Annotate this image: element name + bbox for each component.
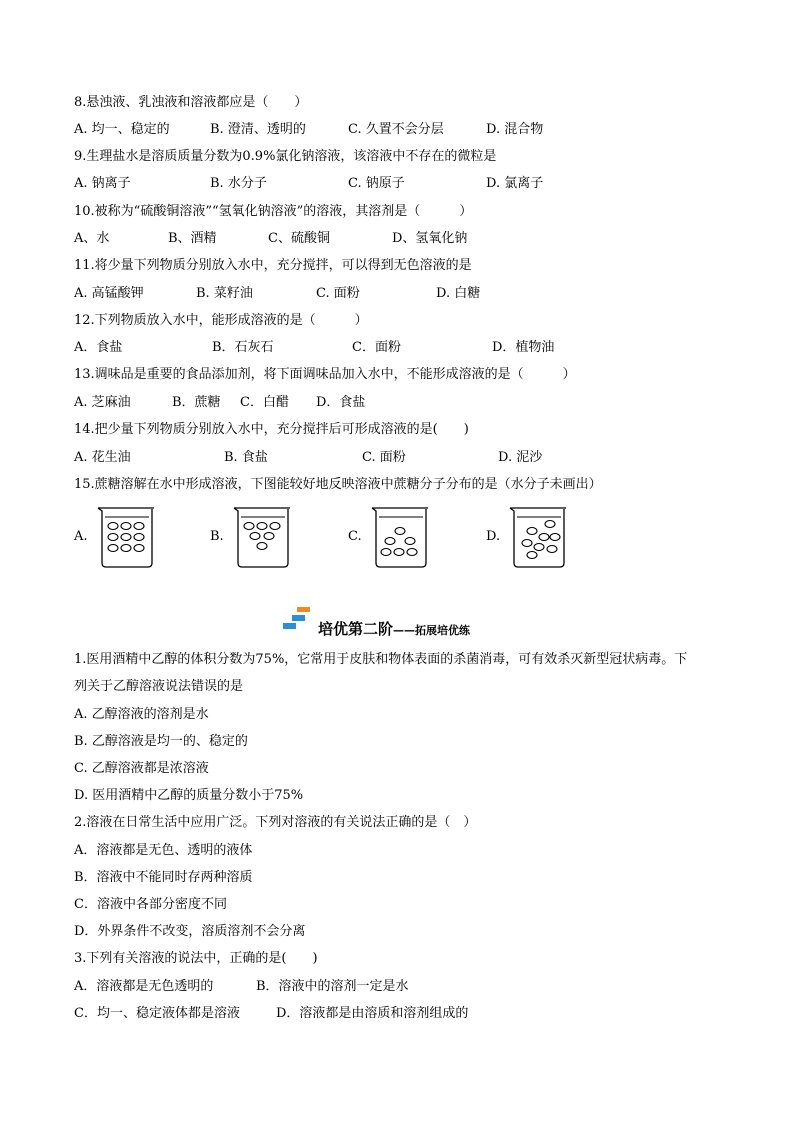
q13-option-b: B．蔗糖 [172, 395, 221, 410]
q14-option-b: B. 食盐 [224, 450, 268, 465]
q10-option-d: D、氢氧化钠 [392, 231, 468, 246]
q13-option-d: D．食盐 [316, 395, 366, 410]
p3-option-d: D．溶液都是由溶质和溶剂组成的 [276, 1006, 469, 1021]
p1-option-c: C. 乙醇溶液都是浓溶液 [74, 761, 209, 776]
q14-stem: 14.把少量下列物质分别放入水中，充分搅拌后可形成溶液的是( ) [74, 422, 469, 437]
q12-option-c: C．面粉 [352, 340, 401, 355]
q8-option-b: B. 澄清、透明的 [210, 122, 306, 137]
q11-option-d: D. 白糖 [436, 286, 481, 301]
q15-stem: 15.蔗糖溶解在水中形成溶液，下图能较好地反映溶液中蔗糖分子分布的是（水分子未画出） [74, 477, 602, 492]
p3-option-a: A．溶液都是无色透明的 [74, 979, 214, 994]
section-title-sub: ——拓展培优练 [393, 624, 471, 637]
q14-option-a: A. 花生油 [74, 450, 131, 465]
q9-option-b: B. 水分子 [210, 176, 267, 191]
q14-option-c: C. 面粉 [362, 450, 406, 465]
p2-option-a: A．溶液都是无色、透明的液体 [74, 843, 253, 858]
p2-option-c: C．溶液中各部分密度不同 [74, 897, 227, 912]
q15-option-b-label: B. [210, 529, 224, 544]
q15-option-d-label: D. [486, 529, 501, 544]
q12-option-d: D．植物油 [492, 340, 555, 355]
q14-option-d: D. 泥沙 [498, 450, 543, 465]
q9-option-a: A. 钠离子 [74, 176, 131, 191]
p1-stem-line2: 列关于乙醇溶液说法错误的是 [74, 679, 244, 694]
p2-option-b: B．溶液中不能同时存两种溶质 [74, 870, 253, 885]
q10-option-c: C、硫酸铜 [268, 231, 330, 246]
q11-option-b: B. 菜籽油 [196, 286, 253, 301]
q11-option-a: A. 高锰酸钾 [74, 286, 144, 301]
q8-stem: 8.悬浊液、乳浊液和溶液都应是（ ） [74, 95, 308, 110]
beaker-a-image [96, 505, 158, 569]
q15-option-c-label: C. [348, 529, 362, 544]
section-title-main: 培优第二阶 [318, 620, 394, 638]
p2-stem: 2.溶液在日常生活中应用广泛。下列对溶液的有关说法正确的是（ ） [74, 815, 477, 830]
p1-stem-line1: 1.医用酒精中乙醇的体积分数为75%，它常用于皮肤和物体表面的杀菌消毒，可有效杀灭新型冠状病毒。下 [74, 652, 688, 667]
q13-stem: 13.调味品是重要的食品添加剂，将下面调味品加入水中，不能形成溶液的是（ ） [74, 367, 576, 382]
p2-option-d: D．外界条件不改变，溶质溶剂不会分离 [74, 924, 306, 939]
q9-stem: 9.生理盐水是溶质质量分数为0.9%氯化钠溶液，该溶液中不存在的微粒是 [74, 149, 497, 164]
section-logo-icon [283, 607, 313, 633]
p3-option-c: C．均一、稳定液体都是溶液 [74, 1006, 240, 1021]
q13-option-c: C．白醋 [240, 395, 289, 410]
q8-option-d: D. 混合物 [486, 122, 544, 137]
p1-option-a: A. 乙醇溶液的溶剂是水 [74, 707, 209, 722]
q10-stem: 10.被称为“硫酸铜溶液”“氢氧化钠溶液”的溶液，其溶剂是（ ） [74, 204, 473, 219]
beaker-c-image [370, 505, 432, 569]
p1-option-d: D. 医用酒精中乙醇的质量分数小于75% [74, 788, 304, 803]
q9-option-d: D. 氯离子 [486, 176, 544, 191]
q10-option-a: A、水 [74, 231, 110, 246]
section-title [318, 618, 470, 639]
beaker-d-image [508, 505, 570, 569]
q9-option-c: C. 钠原子 [348, 176, 405, 191]
q8-option-a: A. 均一、稳定的 [74, 122, 170, 137]
q10-option-b: B、酒精 [168, 231, 217, 246]
p3-stem: 3.下列有关溶液的说法中，正确的是( ) [74, 951, 318, 966]
p1-option-b: B. 乙醇溶液是均一的、稳定的 [74, 734, 248, 749]
q15-option-a-label: A. [74, 529, 88, 544]
q8-option-c: C. 久置不会分层 [348, 122, 444, 137]
q11-option-c: C. 面粉 [316, 286, 360, 301]
p3-option-b: B．溶液中的溶剂一定是水 [256, 979, 409, 994]
q12-stem: 12.下列物质放入水中，能形成溶液的是（ ） [74, 313, 368, 328]
q12-option-b: B．石灰石 [212, 340, 274, 355]
q11-stem: 11.将少量下列物质分别放入水中，充分搅拌，可以得到无色溶液的是 [74, 258, 472, 273]
beaker-b-image [232, 505, 294, 569]
q12-option-a: A．食盐 [74, 340, 123, 355]
q13-option-a: A. 芝麻油 [74, 395, 131, 410]
